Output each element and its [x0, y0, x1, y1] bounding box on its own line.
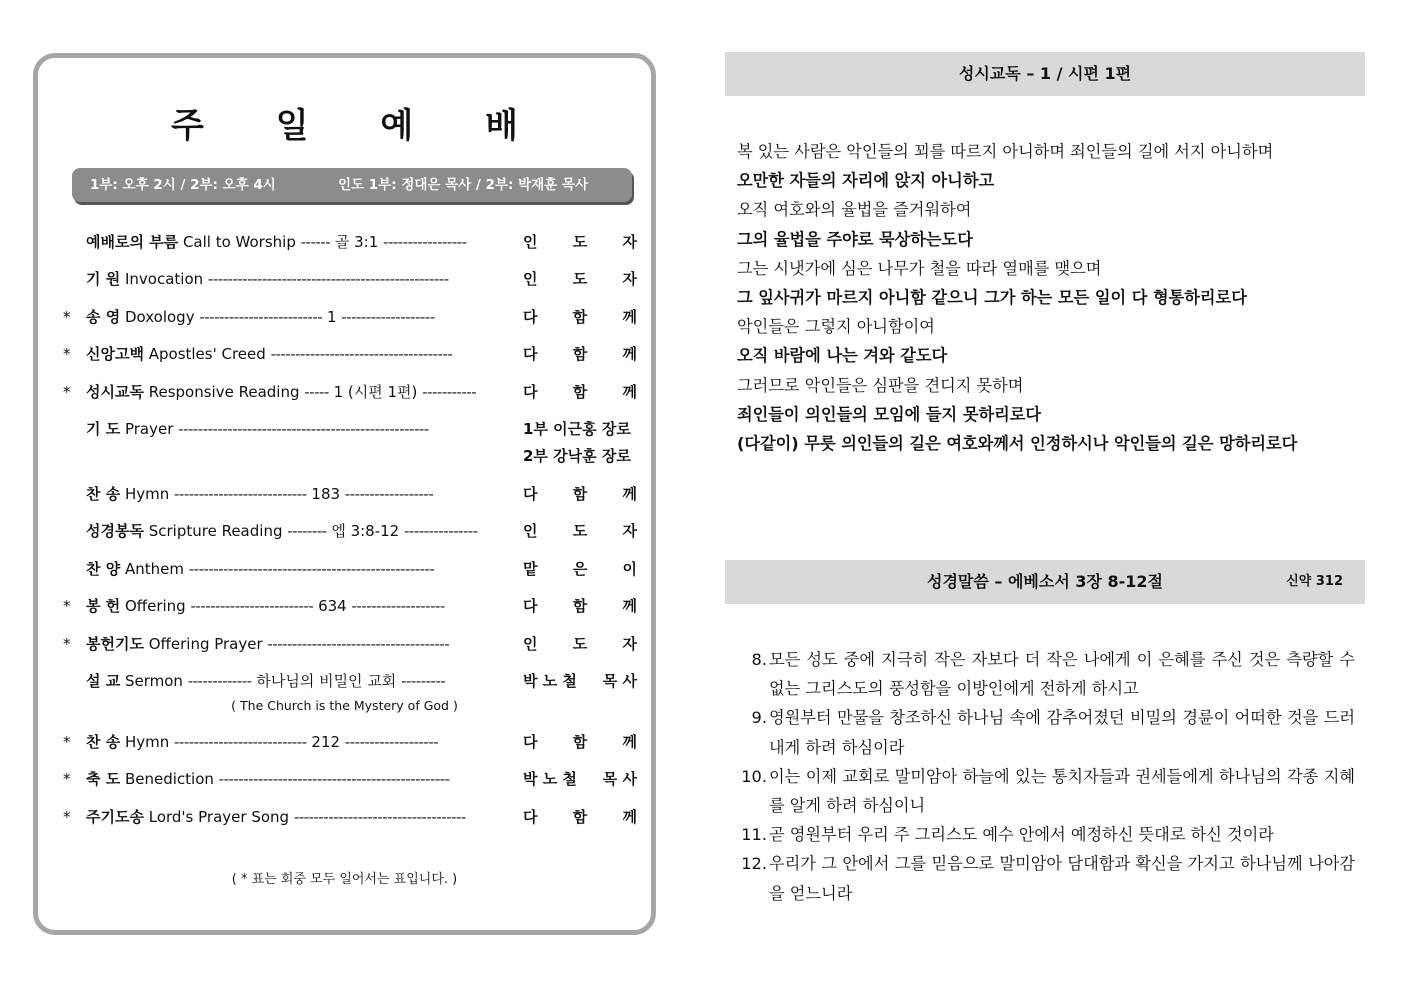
leader-dots: ------------------------------------------------- [207, 270, 449, 288]
leader-part: 도 [572, 270, 588, 288]
psalm-line: 그는 시냇가에 심은 나무가 철을 따라 열매를 맺으며 [737, 258, 1102, 278]
leader-part: 이 [622, 560, 637, 578]
leader-part: 함 [572, 597, 588, 615]
leader-dots: -------------------------------------------------- [188, 560, 435, 578]
order-item-leader [523, 730, 637, 754]
order-row [38, 444, 651, 468]
leader-dots: ------------------- [344, 733, 439, 751]
service-times: 1부: 오후 2시 / 2부: 오후 4시 [90, 177, 276, 193]
leader-part: 자 [622, 233, 637, 251]
leader-dots: ------------------------- [199, 308, 323, 326]
verse-number: 11. [741, 825, 767, 845]
order-item-leader [523, 557, 637, 581]
order-row [38, 730, 651, 754]
leader-dots: --------------- [404, 522, 478, 540]
order-item-leader [523, 805, 637, 829]
order-item-english: Prayer [120, 420, 179, 438]
order-item-english: Hymn [120, 485, 175, 503]
order-item-english: Invocation [120, 270, 208, 288]
leader-part: 박 노 철 [523, 770, 577, 788]
order-item-label [86, 557, 506, 581]
order-item-korean: 찬 송 [86, 485, 121, 503]
order-item-korean: 축 도 [86, 770, 121, 788]
leader-part: 은 [572, 560, 588, 578]
verse-text: 우리가 그 안에서 그를 믿음으로 말미암아 담대함과 확신을 가지고 하나님께 나아감을 얻느니라 [769, 854, 1355, 903]
standing-mark: * [63, 770, 71, 788]
leader-part: 맡 [523, 560, 538, 578]
sermon-subtitle: ( The Church is the Mystery of God ) [231, 698, 458, 713]
standing-mark: * [63, 733, 71, 751]
leader-part: 인 [523, 522, 538, 540]
order-item-korean: 찬 송 [86, 733, 121, 751]
psalm-reading [737, 137, 1367, 458]
order-item-leader [523, 267, 637, 291]
order-item-label [86, 342, 506, 366]
leader-dots: ----------------- [383, 233, 467, 251]
leader-part: 다 [523, 733, 538, 751]
order-row [38, 767, 651, 791]
leader-part: 다 [523, 345, 538, 363]
order-item-korean: 성시교독 [86, 383, 144, 401]
order-item-korean: 기 도 [86, 420, 121, 438]
leader-part: 께 [622, 345, 637, 363]
psalm-heading-text: 성시교독 – 1 / 시편 1편 [958, 64, 1132, 83]
order-row [38, 267, 651, 291]
order-item-korean: 송 영 [86, 308, 121, 326]
leader-part: 다 [523, 308, 538, 326]
scripture-passage [737, 645, 1355, 908]
leader-part: 함 [572, 485, 588, 503]
psalm-line: 오만한 자들의 자리에 앉지 아니하고 [737, 171, 995, 191]
leader-dots: ------------- [187, 672, 252, 690]
leader-dots: --------- [401, 672, 446, 690]
order-item-label [86, 380, 506, 404]
leader-part: 자 [622, 270, 637, 288]
order-item-english: Hymn [120, 733, 175, 751]
order-row [38, 482, 651, 506]
verse [737, 820, 1355, 849]
standing-mark: * [63, 383, 71, 401]
leader-dots: ------ [300, 233, 331, 251]
leader-dots: ----------------------------------------------- [218, 770, 450, 788]
order-item-label [86, 230, 506, 254]
order-item-english: Offering [120, 597, 191, 615]
order-row [38, 380, 651, 404]
order-item-korean: 신앙고백 [86, 345, 144, 363]
order-item-detail: 골 3:1 [330, 233, 384, 251]
order-item-leader [523, 632, 637, 656]
leader-part: 인 [523, 270, 538, 288]
verse-number: 9. [751, 708, 767, 728]
leader-part: 자 [622, 635, 637, 653]
order-row [38, 230, 651, 254]
leader-part: 께 [622, 485, 637, 503]
leader-dots: ------------------------- [190, 597, 314, 615]
order-item-korean: 예배로의 부름 [86, 233, 179, 251]
leader-part: 박 노 철 [523, 672, 577, 690]
order-item-label [86, 417, 506, 441]
order-row [38, 305, 651, 329]
leader-dots: ------------------------------------- [270, 345, 453, 363]
order-item-leader [523, 669, 637, 693]
leader-dots: ----------------------------------- [293, 808, 466, 826]
order-item-detail: 183 [306, 485, 345, 503]
order-item-leader [523, 594, 637, 618]
verse-number: 8. [751, 650, 767, 669]
verse [737, 703, 1355, 761]
psalm-line: 오직 여호와의 율법을 즐거워하여 [737, 200, 972, 220]
order-item-korean: 성경봉독 [86, 522, 144, 540]
order-item-detail: 엡 3:8-12 [326, 522, 404, 540]
order-row [38, 519, 651, 543]
page-title: 주 일 예 배 [171, 106, 548, 146]
leader-dots: ------------------ [344, 485, 434, 503]
order-item-label [86, 805, 506, 829]
order-item-label [86, 767, 506, 791]
leader-dots: -------- [287, 522, 327, 540]
order-item-label [86, 267, 506, 291]
order-item-english: Benediction [120, 770, 219, 788]
leader-dots: ------------------- [351, 597, 445, 615]
leader-part: 함 [572, 345, 588, 363]
order-item-korean: 봉헌기도 [86, 635, 144, 653]
order-item-label [86, 669, 506, 693]
order-item-leader [523, 417, 637, 441]
scripture-page-ref: 신약 312 [1286, 574, 1343, 589]
verse [737, 645, 1355, 703]
psalm-line: 죄인들이 의인들의 모임에 들지 못하리로다 [737, 404, 1042, 424]
order-item-korean: 주기도송 [86, 808, 144, 826]
verse [737, 849, 1355, 907]
psalm-line: 그의 율법을 주야로 묵상하는도다 [737, 229, 973, 249]
leader-part: 1부 이근홍 장로 [523, 420, 631, 438]
leader-dots: ------------------------------------- [267, 635, 450, 653]
leader-part: 께 [622, 597, 637, 615]
order-item-english: Sermon [120, 672, 188, 690]
leader-part: 께 [622, 383, 637, 401]
order-item-english: Anthem [120, 560, 189, 578]
order-item-label [86, 730, 506, 754]
psalm-line: 그러므로 악인들은 심판을 견디지 못하며 [737, 375, 1024, 395]
leader-dots: ----------- [422, 383, 477, 401]
leader-part: 자 [622, 522, 637, 540]
standing-footnote: ( * 표는 회중 모두 일어서는 표입니다. ) [231, 872, 458, 887]
leader-part: 함 [572, 733, 588, 751]
psalm-heading [725, 52, 1365, 96]
order-item-label [86, 632, 506, 656]
order-row [38, 805, 651, 829]
psalm-line: 오직 바람에 나는 겨와 같도다 [737, 346, 948, 366]
order-row [38, 632, 651, 656]
order-item-label [86, 519, 506, 543]
order-row [38, 417, 651, 441]
psalm-line: (다같이) 무릇 의인들의 길은 여호와께서 인정하시나 악인들의 길은 망하리로다 [737, 433, 1298, 453]
order-item-leader [523, 305, 637, 329]
order-item-detail: 1 [322, 308, 342, 326]
psalm-line: 복 있는 사람은 악인들의 꾀를 따르지 아니하며 죄인들의 길에 서지 아니하며 [737, 142, 1274, 161]
order-item-english: Responsive Reading [143, 383, 305, 401]
order-item-english: Call to Worship [178, 233, 301, 251]
verse-number: 10. [741, 766, 767, 786]
leader-dots: ------------------- [341, 308, 435, 326]
leader-part: 께 [622, 308, 637, 326]
leader-part: 도 [572, 522, 588, 540]
leader-part: 함 [572, 383, 588, 401]
order-item-korean: 기 원 [86, 270, 121, 288]
psalm-line: 악인들은 그렇지 아니함이여 [737, 317, 935, 337]
verse-text: 곧 영원부터 우리 주 그리스도 예수 안에서 예정하신 뜻대로 하신 것이라 [769, 825, 1274, 845]
order-item-detail: 634 [313, 597, 352, 615]
standing-mark: * [63, 635, 71, 653]
psalm-line: 그 잎사귀가 마르지 아니함 같으니 그가 하는 모든 일이 다 형통하리로다 [737, 287, 1247, 307]
order-item-label [86, 482, 506, 506]
order-item-korean: 봉 헌 [86, 597, 121, 615]
leader-part: 목 사 [602, 672, 637, 690]
verse-text: 모든 성도 중에 지극히 작은 자보다 더 작은 나에게 이 은혜를 주신 것은 측량할 수 없는 그리스도의 풍성함을 이방인에게 전하게 하시고 [769, 650, 1355, 699]
order-item-english: Lord's Prayer Song [143, 808, 294, 826]
order-item-leader [523, 519, 637, 543]
order-item-detail: 212 [306, 733, 345, 751]
order-item-english: Offering Prayer [143, 635, 268, 653]
order-row [38, 557, 651, 581]
scripture-heading [725, 560, 1365, 604]
verse-text: 영원부터 만물을 창조하신 하나님 속에 감추어졌던 비밀의 경륜이 어떠한 것을 드러내게 하려 하심이라 [769, 708, 1355, 757]
standing-mark: * [63, 597, 71, 615]
leader-part: 다 [523, 808, 538, 826]
leader-part: 2부 강낙훈 장로 [523, 447, 631, 465]
standing-mark: * [63, 345, 71, 363]
verse [737, 762, 1355, 820]
scripture-heading-text: 성경말씀 – 에베소서 3장 8-12절 [926, 572, 1163, 591]
order-item-english: Apostles' Creed [143, 345, 271, 363]
order-item-detail: 하나님의 비밀인 교회 [251, 672, 402, 690]
order-item-english: Doxology [120, 308, 200, 326]
order-item-english: Scripture Reading [143, 522, 288, 540]
leader-dots: --------------------------------------------------- [178, 420, 429, 438]
order-row [38, 669, 651, 693]
leader-dots: --------------------------- [174, 733, 307, 751]
leader-part: 함 [572, 308, 588, 326]
verse-number: 12. [741, 854, 767, 874]
leader-part: 함 [572, 808, 588, 826]
leader-part: 다 [523, 383, 538, 401]
order-item-label [86, 594, 506, 618]
order-item-leader [523, 230, 637, 254]
leader-dots: --------------------------- [174, 485, 307, 503]
leader-part: 인 [523, 233, 538, 251]
leader-part: 도 [572, 635, 588, 653]
leader-part: 께 [622, 808, 637, 826]
leader-part: 도 [572, 233, 588, 251]
worship-order-panel [33, 53, 656, 935]
standing-mark: * [63, 308, 71, 326]
leader-dots: ----- [304, 383, 329, 401]
service-leaders: 인도 1부: 정대은 목사 / 2부: 박재훈 목사 [338, 177, 588, 193]
standing-mark: * [63, 808, 71, 826]
order-item-leader [523, 482, 637, 506]
leader-part: 인 [523, 635, 538, 653]
leader-part: 께 [622, 733, 637, 751]
order-item-leader [523, 380, 637, 404]
order-item-label [86, 305, 506, 329]
order-item-leader [523, 767, 637, 791]
order-row [38, 342, 651, 366]
verse-text: 이는 이제 교회로 말미암아 하늘에 있는 통치자들과 권세들에게 하나님의 각종 지혜를 알게 하려 하심이니 [769, 766, 1355, 816]
order-row [38, 594, 651, 618]
order-item-detail: 1 (시편 1편) [328, 383, 423, 401]
order-item-leader [523, 444, 637, 468]
worship-order-list [38, 58, 651, 930]
leader-part: 다 [523, 597, 538, 615]
leader-part: 다 [523, 485, 538, 503]
order-item-leader [523, 342, 637, 366]
order-item-korean: 찬 양 [86, 560, 121, 578]
order-item-korean: 설 교 [86, 672, 121, 690]
leader-part: 목 사 [602, 770, 637, 788]
